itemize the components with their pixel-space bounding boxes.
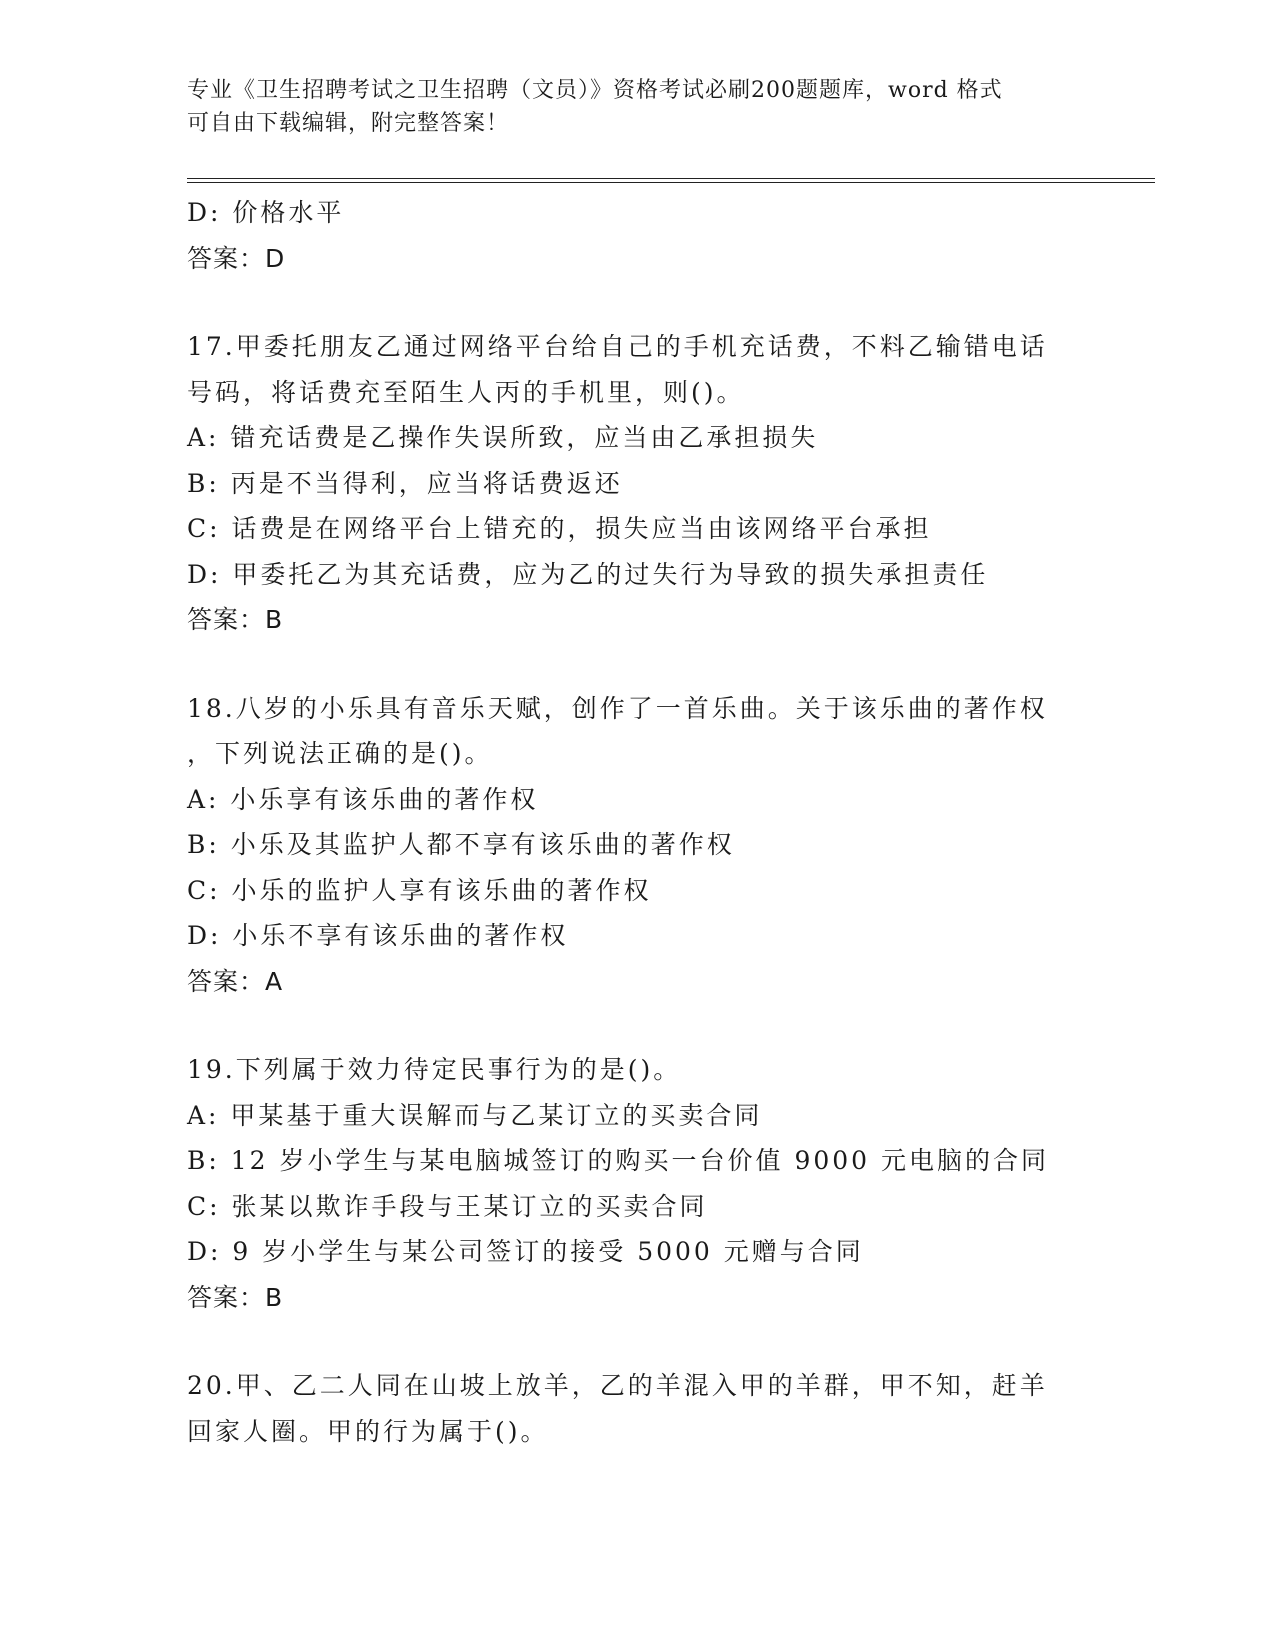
question-stem-line-1: 20.甲、乙二人同在山坡上放羊，乙的羊混入甲的羊群，甲不知，赶羊 bbox=[187, 1371, 1048, 1400]
question-stem-line-1: 17.甲委托朋友乙通过网络平台给自己的手机充话费，不料乙输错电话 bbox=[187, 332, 1048, 361]
question-18 bbox=[187, 686, 1087, 1005]
header-title-line-1: 专业《卫生招聘考试之卫生招聘（文员）》资格考试必刷200题题库，word 格式 bbox=[187, 78, 1003, 103]
question-stem bbox=[187, 1363, 1087, 1454]
question-stem-line-1: 19.下列属于效力待定民事行为的是()。 bbox=[187, 1055, 682, 1084]
question-stem bbox=[187, 1047, 1087, 1093]
option-d: D: 甲委托乙为其充话费，应为乙的过失行为导致的损失承担责任 bbox=[187, 559, 989, 589]
option-a: A: 错充话费是乙操作失误所致，应当由乙承担损失 bbox=[187, 423, 819, 452]
page-header bbox=[187, 74, 1067, 140]
answer-line: 答案：A bbox=[187, 966, 284, 996]
option-d: D: 小乐不享有该乐曲的著作权 bbox=[187, 921, 569, 950]
option-b: B: 小乐及其监护人都不享有该乐曲的著作权 bbox=[187, 830, 735, 859]
option-a: A: 小乐享有该乐曲的著作权 bbox=[187, 784, 539, 814]
previous-question-tail bbox=[187, 190, 1087, 281]
answer-line: 答案：B bbox=[187, 605, 284, 634]
header-divider bbox=[187, 178, 1155, 183]
document-body bbox=[187, 190, 1087, 1454]
question-stem-line-2: 回家人圈。甲的行为属于()。 bbox=[187, 1416, 549, 1446]
question-stem-line-2: ，下列说法正确的是()。 bbox=[187, 739, 493, 768]
option-d: D: 9 岁小学生与某公司签订的接受 5000 元赠与合同 bbox=[187, 1237, 864, 1266]
option-d: D: 价格水平 bbox=[187, 198, 345, 227]
option-c: C: 话费是在网络平台上错充的，损失应当由该网络平台承担 bbox=[187, 514, 932, 543]
question-17 bbox=[187, 324, 1087, 643]
question-stem bbox=[187, 324, 1087, 415]
question-stem-line-2: 号码，将话费充至陌生人丙的手机里，则()。 bbox=[187, 377, 745, 407]
answer-line: 答案：B bbox=[187, 1282, 284, 1312]
answer-line: 答案：D bbox=[187, 243, 286, 273]
question-19 bbox=[187, 1047, 1087, 1320]
option-c: C: 小乐的监护人享有该乐曲的著作权 bbox=[187, 875, 652, 905]
question-20 bbox=[187, 1363, 1087, 1454]
question-stem bbox=[187, 686, 1087, 777]
option-a: A: 甲某基于重大误解而与乙某订立的买卖合同 bbox=[187, 1100, 763, 1130]
header-title-line-2: 可自由下载编辑，附完整答案！ bbox=[187, 111, 510, 136]
option-b: B: 12 岁小学生与某电脑城签订的购买一台价值 9000 元电脑的合同 bbox=[187, 1146, 1050, 1175]
question-stem-line-1: 18.八岁的小乐具有音乐天赋，创作了一首乐曲。关于该乐曲的著作权 bbox=[187, 693, 1048, 723]
option-c: C: 张某以欺诈手段与王某订立的买卖合同 bbox=[187, 1191, 708, 1221]
option-b: B: 丙是不当得利，应当将话费返还 bbox=[187, 468, 623, 498]
